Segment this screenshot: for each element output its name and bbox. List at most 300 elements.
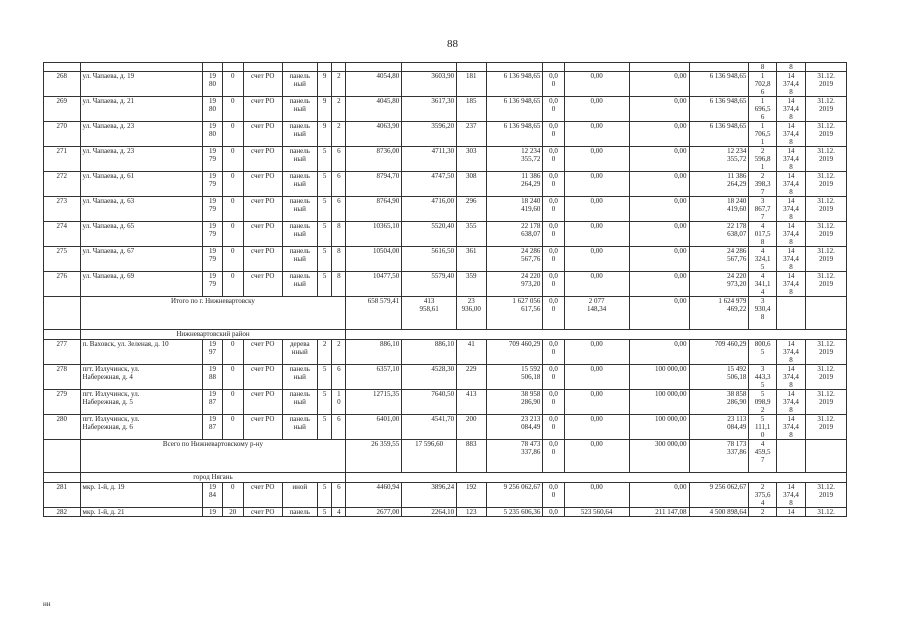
table-cell: 0,00 bbox=[564, 483, 629, 508]
table-cell: 1 696,5 6 bbox=[749, 97, 776, 122]
table-cell: 237 bbox=[457, 122, 486, 147]
table-cell: 8 bbox=[749, 63, 776, 72]
table-cell: 0 bbox=[222, 390, 243, 415]
table-cell: счет РО bbox=[243, 222, 282, 247]
table-cell: 0,00 bbox=[564, 272, 629, 297]
table-cell: 14 374,4 8 bbox=[776, 122, 805, 147]
table-cell: 0 bbox=[222, 172, 243, 197]
table-cell: 3596,20 bbox=[402, 122, 457, 147]
table-cell: 23 936,00 bbox=[457, 297, 486, 330]
table-cell: 0,00 bbox=[629, 272, 689, 297]
table-cell: 0 bbox=[222, 483, 243, 508]
table-cell: 9 256 062,67 bbox=[486, 483, 543, 508]
table-cell: 24 220 973,20 bbox=[486, 272, 543, 297]
table-cell: 19 97 bbox=[203, 340, 222, 365]
table-cell: ул. Чапаева, д. 67 bbox=[80, 247, 203, 272]
table-row bbox=[44, 97, 847, 122]
table-cell: 6 136 948,65 bbox=[689, 122, 749, 147]
table-cell: 0,00 bbox=[564, 122, 629, 147]
table-cell: 5520,40 bbox=[402, 222, 457, 247]
table-cell: 14 374,4 8 bbox=[776, 97, 805, 122]
table-cell: ул. Чапаева, д. 21 bbox=[80, 97, 203, 122]
table-cell: пгт. Излучинск, ул. Набережная, д. 6 bbox=[80, 415, 203, 440]
table-cell: ул. Чапаева, д. 65 bbox=[80, 222, 203, 247]
table-cell: 8 bbox=[332, 222, 346, 247]
table-cell: 0 bbox=[222, 272, 243, 297]
table-cell: 4 324,1 5 bbox=[749, 247, 776, 272]
table-cell: 0 bbox=[222, 147, 243, 172]
table-cell: 14 374,4 8 bbox=[776, 72, 805, 97]
table-cell: панель ный bbox=[282, 390, 318, 415]
table-cell: 0 bbox=[222, 247, 243, 272]
table-cell: 269 bbox=[44, 97, 81, 122]
table-cell: 2 bbox=[749, 508, 776, 517]
table-cell: 6 bbox=[332, 147, 346, 172]
table-cell: панель ный bbox=[282, 97, 318, 122]
table-cell: 229 bbox=[457, 365, 486, 390]
table-cell: счет РО bbox=[243, 340, 282, 365]
table-cell: ул. Чапаева, д. 19 bbox=[80, 72, 203, 97]
table-cell: 2 077 148,34 bbox=[564, 297, 629, 330]
table-cell: 181 bbox=[457, 72, 486, 97]
table-cell: 2 bbox=[332, 72, 346, 97]
table-cell: 5 bbox=[318, 415, 332, 440]
table-cell: 6 136 948,65 bbox=[689, 72, 749, 97]
table-row bbox=[44, 72, 847, 97]
table-cell: 268 bbox=[44, 72, 81, 97]
table-cell: 78 473 337,86 bbox=[486, 440, 543, 473]
table-cell: 0,00 bbox=[564, 72, 629, 97]
table-cell: ул. Чапаева, д. 23 bbox=[80, 122, 203, 147]
table-cell: 0 bbox=[222, 222, 243, 247]
table-row bbox=[44, 415, 847, 440]
table-cell: 19 79 bbox=[203, 222, 222, 247]
table-cell: 26 359,55 bbox=[346, 440, 402, 473]
table-cell: 8 bbox=[776, 63, 805, 72]
table-cell: 19 80 bbox=[203, 72, 222, 97]
table-cell: 10365,10 bbox=[346, 222, 402, 247]
table-cell: 15 592 506,18 bbox=[486, 365, 543, 390]
table-cell: 6 136 948,65 bbox=[689, 97, 749, 122]
table-cell: счет РО bbox=[243, 147, 282, 172]
page-number: 88 bbox=[447, 38, 458, 50]
table-cell: 31.12. 2019 bbox=[806, 483, 847, 508]
table-cell: 19 80 bbox=[203, 122, 222, 147]
table-cell: 8736,00 bbox=[346, 147, 402, 172]
table-cell: 14 374,4 8 bbox=[776, 365, 805, 390]
table-cell: 11 386 264,29 bbox=[486, 172, 543, 197]
table-cell: 22 178 638,07 bbox=[486, 222, 543, 247]
table-cell: 0 bbox=[222, 122, 243, 147]
table-cell bbox=[44, 473, 81, 483]
footer-note: нн bbox=[43, 600, 51, 608]
table-cell: 123 bbox=[457, 508, 486, 517]
table-cell: 5579,40 bbox=[402, 272, 457, 297]
table-cell: 0,0 0 bbox=[543, 483, 564, 508]
table-cell: 11 386 264,29 bbox=[689, 172, 749, 197]
table-cell: 0,00 bbox=[629, 197, 689, 222]
table-cell: 413 bbox=[457, 390, 486, 415]
table-cell: панель bbox=[282, 508, 318, 517]
table-cell: 0,0 0 bbox=[543, 440, 564, 473]
table-cell: 4 bbox=[332, 508, 346, 517]
table-cell: 5 bbox=[318, 508, 332, 517]
table-cell: 31.12. 2019 bbox=[806, 97, 847, 122]
table-cell: панель ный bbox=[282, 365, 318, 390]
table-cell: Нижневартовский район bbox=[80, 330, 346, 340]
table-cell: 5 bbox=[318, 247, 332, 272]
table-cell: 0,00 bbox=[629, 147, 689, 172]
table-cell: 274 bbox=[44, 222, 81, 247]
table-cell: 0,0 0 bbox=[543, 222, 564, 247]
table-cell: панель ный bbox=[282, 197, 318, 222]
table-cell: ул. Чапаева, д. 23 bbox=[80, 147, 203, 172]
table-cell: 100 000,00 bbox=[629, 415, 689, 440]
table-cell: 0,00 bbox=[564, 97, 629, 122]
total-row bbox=[44, 297, 847, 330]
table-cell: 1 702,8 6 bbox=[749, 72, 776, 97]
table-cell: 6 bbox=[332, 365, 346, 390]
table-cell: 5 098,9 2 bbox=[749, 390, 776, 415]
table-cell: 15 492 506,18 bbox=[689, 365, 749, 390]
table-cell: 0,00 bbox=[629, 172, 689, 197]
table-cell: 1 627 056 617,56 bbox=[486, 297, 543, 330]
table-cell: 24 220 973,20 bbox=[689, 272, 749, 297]
table-cell: 4 017,5 8 bbox=[749, 222, 776, 247]
table-cell: 19 88 bbox=[203, 365, 222, 390]
table-cell: 31.12. 2019 bbox=[806, 340, 847, 365]
table-row bbox=[44, 340, 847, 365]
table-cell: 5 bbox=[318, 222, 332, 247]
table-cell: 800,6 5 bbox=[749, 340, 776, 365]
table-cell: 38 858 286,90 bbox=[689, 390, 749, 415]
table-cell: ул. Чапаева, д. 63 bbox=[80, 197, 203, 222]
table-cell: 2 596,8 1 bbox=[749, 147, 776, 172]
table-cell: 14 374,4 8 bbox=[776, 147, 805, 172]
table-cell: 3617,30 bbox=[402, 97, 457, 122]
table-cell: 296 bbox=[457, 197, 486, 222]
table-row bbox=[44, 272, 847, 297]
table-cell: 0,0 0 bbox=[543, 365, 564, 390]
table-cell: 31.12. 2019 bbox=[806, 415, 847, 440]
table-cell: 709 460,29 bbox=[486, 340, 543, 365]
table-cell: 0,0 0 bbox=[543, 272, 564, 297]
table-cell: панель ный bbox=[282, 222, 318, 247]
table-cell: 303 bbox=[457, 147, 486, 172]
table-cell: 31.12. 2019 bbox=[806, 247, 847, 272]
table-cell: 0,0 0 bbox=[543, 340, 564, 365]
table-cell: ул. Чапаева, д. 69 bbox=[80, 272, 203, 297]
table-cell: 14 374,4 8 bbox=[776, 222, 805, 247]
table-cell: 883 bbox=[457, 440, 486, 473]
table-cell: 31.12. 2019 bbox=[806, 122, 847, 147]
table-row bbox=[44, 222, 847, 247]
table-cell: 0,00 bbox=[564, 247, 629, 272]
table-cell: счет РО bbox=[243, 122, 282, 147]
table-cell: 31.12. 2019 bbox=[806, 272, 847, 297]
table-cell: 4 500 898,64 bbox=[689, 508, 749, 517]
table-row bbox=[44, 122, 847, 147]
table-cell: мкр. 1-й, д. 21 bbox=[80, 508, 203, 517]
table-cell: 31.12. 2019 bbox=[806, 72, 847, 97]
table-cell: 12 234 355,72 bbox=[486, 147, 543, 172]
table-cell: 3603,90 bbox=[402, 72, 457, 97]
table-cell: 523 560,64 bbox=[564, 508, 629, 517]
table-cell: 2 bbox=[332, 97, 346, 122]
table-cell: 211 147,08 bbox=[629, 508, 689, 517]
table-cell: 361 bbox=[457, 247, 486, 272]
table-cell: 19 79 bbox=[203, 147, 222, 172]
table-cell: 270 bbox=[44, 122, 81, 147]
table-cell: 0 bbox=[222, 340, 243, 365]
table-cell: 0,0 0 bbox=[543, 415, 564, 440]
table-cell: 0 bbox=[222, 97, 243, 122]
table-cell: 0,0 0 bbox=[543, 247, 564, 272]
table-cell: 5 bbox=[318, 483, 332, 508]
table-cell: 8764,90 bbox=[346, 197, 402, 222]
table-cell: панель ный bbox=[282, 122, 318, 147]
table-cell: счет РО bbox=[243, 415, 282, 440]
table-cell: 0 bbox=[222, 197, 243, 222]
table-cell: 31.12. bbox=[806, 508, 847, 517]
table-cell: 6 bbox=[332, 172, 346, 197]
table-row bbox=[44, 247, 847, 272]
table-cell: 0,00 bbox=[564, 340, 629, 365]
table-cell: счет РО bbox=[243, 390, 282, 415]
total-row bbox=[44, 440, 847, 473]
table-cell: 8 bbox=[332, 247, 346, 272]
table-body bbox=[44, 63, 847, 517]
table-cell: счет РО bbox=[243, 97, 282, 122]
table-cell: пгт. Излучинск, ул. Набережная, д. 5 bbox=[80, 390, 203, 415]
table-cell: 9 bbox=[318, 72, 332, 97]
table-cell: счет РО bbox=[243, 197, 282, 222]
table-cell: Итого по г. Нижневартовску bbox=[80, 297, 346, 330]
table-cell: 14 374,4 8 bbox=[776, 272, 805, 297]
table-cell: 5 bbox=[318, 147, 332, 172]
table-cell: 5 111,1 0 bbox=[749, 415, 776, 440]
table-cell bbox=[806, 297, 847, 330]
table-cell: 886,10 bbox=[402, 340, 457, 365]
table-cell: 192 bbox=[457, 483, 486, 508]
table-cell: 31.12. 2019 bbox=[806, 197, 847, 222]
table-cell: 271 bbox=[44, 147, 81, 172]
table-cell: 31.12. 2019 bbox=[806, 172, 847, 197]
table-cell: панель ный bbox=[282, 72, 318, 97]
table-cell: 2677,00 bbox=[346, 508, 402, 517]
table-cell: 658 579,41 bbox=[346, 297, 402, 330]
table-cell: панель ный bbox=[282, 147, 318, 172]
table-cell: 280 bbox=[44, 415, 81, 440]
table-cell: 4054,80 bbox=[346, 72, 402, 97]
section-heading-row bbox=[44, 330, 847, 340]
table-cell: 4716,00 bbox=[402, 197, 457, 222]
table-cell: 19 80 bbox=[203, 97, 222, 122]
table-cell: 4 459,5 7 bbox=[749, 440, 776, 473]
table-cell: 0,00 bbox=[629, 97, 689, 122]
table-cell: 2 bbox=[318, 340, 332, 365]
table-cell: 17 596,60 bbox=[402, 440, 457, 473]
table-cell: 19 79 bbox=[203, 247, 222, 272]
table-cell: 0 bbox=[222, 415, 243, 440]
table-cell: 0,00 bbox=[564, 365, 629, 390]
table-cell: 413 958,61 bbox=[402, 297, 457, 330]
table-cell: 4528,30 bbox=[402, 365, 457, 390]
table-cell: дерева нный bbox=[282, 340, 318, 365]
table-cell: 31.12. 2019 bbox=[806, 390, 847, 415]
table-cell: 278 bbox=[44, 365, 81, 390]
table-cell: 4460,94 bbox=[346, 483, 402, 508]
table-cell: панель ный bbox=[282, 247, 318, 272]
table-cell: 23 213 084,49 bbox=[486, 415, 543, 440]
table-cell: счет РО bbox=[243, 247, 282, 272]
table-cell: 0,0 0 bbox=[543, 297, 564, 330]
table-cell: 3 443,3 5 bbox=[749, 365, 776, 390]
table-cell: 272 bbox=[44, 172, 81, 197]
table-cell: ул. Чапаева, д. 61 bbox=[80, 172, 203, 197]
table-cell: счет РО bbox=[243, 272, 282, 297]
table-row bbox=[44, 390, 847, 415]
table-cell: счет РО bbox=[243, 483, 282, 508]
table-cell: 6 bbox=[332, 415, 346, 440]
table-cell: 7640,50 bbox=[402, 390, 457, 415]
table-cell: 12715,35 bbox=[346, 390, 402, 415]
table-cell: 18 240 419,60 bbox=[486, 197, 543, 222]
table-cell: 0,00 bbox=[629, 340, 689, 365]
table-cell: 24 286 567,76 bbox=[486, 247, 543, 272]
table-cell: 0,0 bbox=[543, 508, 564, 517]
table-cell: 3896,24 bbox=[402, 483, 457, 508]
table-cell: 275 bbox=[44, 247, 81, 272]
table-cell: 279 bbox=[44, 390, 81, 415]
table-row bbox=[44, 483, 847, 508]
table-cell: 886,10 bbox=[346, 340, 402, 365]
table-cell: 10477,50 bbox=[346, 272, 402, 297]
table-cell bbox=[44, 330, 81, 340]
table-cell: 19 79 bbox=[203, 272, 222, 297]
table-row bbox=[44, 508, 847, 517]
table-cell: 24 286 567,76 bbox=[689, 247, 749, 272]
table-cell: 0,00 bbox=[629, 72, 689, 97]
table-cell: 4541,70 bbox=[402, 415, 457, 440]
table-cell: 100 000,00 bbox=[629, 365, 689, 390]
table-cell: 355 bbox=[457, 222, 486, 247]
table-cell: 185 bbox=[457, 97, 486, 122]
table-cell bbox=[776, 297, 805, 330]
table-cell: 31.12. 2019 bbox=[806, 147, 847, 172]
table-cell: панель ный bbox=[282, 415, 318, 440]
table-cell: 4045,80 bbox=[346, 97, 402, 122]
table-cell bbox=[44, 440, 81, 473]
table-cell: 9 256 062,67 bbox=[689, 483, 749, 508]
table-cell: счет РО bbox=[243, 72, 282, 97]
housing-table bbox=[43, 62, 847, 517]
table-cell: 78 173 337,86 bbox=[689, 440, 749, 473]
table-cell: 282 bbox=[44, 508, 81, 517]
table-cell: 0,00 bbox=[564, 147, 629, 172]
table-cell: панель ный bbox=[282, 172, 318, 197]
table-row bbox=[44, 365, 847, 390]
table-cell: 200 bbox=[457, 415, 486, 440]
table-cell: 9 bbox=[318, 122, 332, 147]
table-row bbox=[44, 147, 847, 172]
table-cell: 276 bbox=[44, 272, 81, 297]
table-cell: 19 87 bbox=[203, 390, 222, 415]
table-cell: 6357,10 bbox=[346, 365, 402, 390]
table-cell: 23 113 084,49 bbox=[689, 415, 749, 440]
table-cell: 0,00 bbox=[629, 222, 689, 247]
table-cell: 14 374,4 8 bbox=[776, 415, 805, 440]
table-cell: 3 930,4 8 bbox=[749, 297, 776, 330]
table-cell: 12 234 355,72 bbox=[689, 147, 749, 172]
table-cell: 277 bbox=[44, 340, 81, 365]
table-cell: 4 341,1 4 bbox=[749, 272, 776, 297]
table-cell: 281 bbox=[44, 483, 81, 508]
table-cell: 2 bbox=[332, 340, 346, 365]
table-cell: 0,0 0 bbox=[543, 97, 564, 122]
table-cell: 5 235 606,36 bbox=[486, 508, 543, 517]
table-cell bbox=[806, 440, 847, 473]
section-heading-row bbox=[44, 473, 847, 483]
table-cell: 0,00 bbox=[564, 415, 629, 440]
table-cell: 14 374,4 8 bbox=[776, 390, 805, 415]
table-row bbox=[44, 172, 847, 197]
table-cell: 0,0 0 bbox=[543, 122, 564, 147]
table-cell: 6401,00 bbox=[346, 415, 402, 440]
table-cell: 0,00 bbox=[564, 172, 629, 197]
table-cell: 19 79 bbox=[203, 172, 222, 197]
table-cell: 6 bbox=[332, 483, 346, 508]
table-cell: 5 bbox=[318, 172, 332, 197]
table-cell: мкр. 1-й, д. 19 bbox=[80, 483, 203, 508]
table-cell: 5 bbox=[318, 390, 332, 415]
table-cell: 31.12. 2019 bbox=[806, 222, 847, 247]
table-cell: счет РО bbox=[243, 172, 282, 197]
table-cell: 2 bbox=[332, 122, 346, 147]
table-cell: 4711,30 bbox=[402, 147, 457, 172]
table-cell: 0,00 bbox=[629, 247, 689, 272]
table-cell: 19 79 bbox=[203, 197, 222, 222]
table-cell: 14 374,4 8 bbox=[776, 340, 805, 365]
table-cell: 1 706,5 1 bbox=[749, 122, 776, 147]
table-cell bbox=[776, 440, 805, 473]
table-cell: 709 460,29 bbox=[689, 340, 749, 365]
table-cell: 41 bbox=[457, 340, 486, 365]
table-cell: 6 136 948,65 bbox=[486, 122, 543, 147]
table-cell: 8 bbox=[332, 272, 346, 297]
table-cell: 18 240 419,60 bbox=[689, 197, 749, 222]
table-cell: 0,00 bbox=[564, 440, 629, 473]
table-cell: 5 bbox=[318, 272, 332, 297]
table-cell: 8794,70 bbox=[346, 172, 402, 197]
table-cell: 6 136 948,65 bbox=[486, 97, 543, 122]
table-cell: 6 bbox=[332, 197, 346, 222]
table-cell bbox=[346, 330, 847, 340]
table-cell: 0,00 bbox=[564, 197, 629, 222]
table-cell: 2264,10 bbox=[402, 508, 457, 517]
table-cell: 6 136 948,65 bbox=[486, 72, 543, 97]
table-cell: п. Ваховск, ул. Зеленая, д. 10 bbox=[80, 340, 203, 365]
table-row bbox=[44, 63, 847, 72]
table-cell: Всего по Нижневартовскому р-ну bbox=[80, 440, 346, 473]
table-cell: пгт. Излучинск, ул. Набережная, д. 4 bbox=[80, 365, 203, 390]
table-cell: 38 958 286,90 bbox=[486, 390, 543, 415]
table-cell: 22 178 638,07 bbox=[689, 222, 749, 247]
table-cell: счет РО bbox=[243, 365, 282, 390]
table-cell: 19 87 bbox=[203, 415, 222, 440]
table-cell: 14 374,4 8 bbox=[776, 483, 805, 508]
table-cell: 14 374,4 8 bbox=[776, 172, 805, 197]
